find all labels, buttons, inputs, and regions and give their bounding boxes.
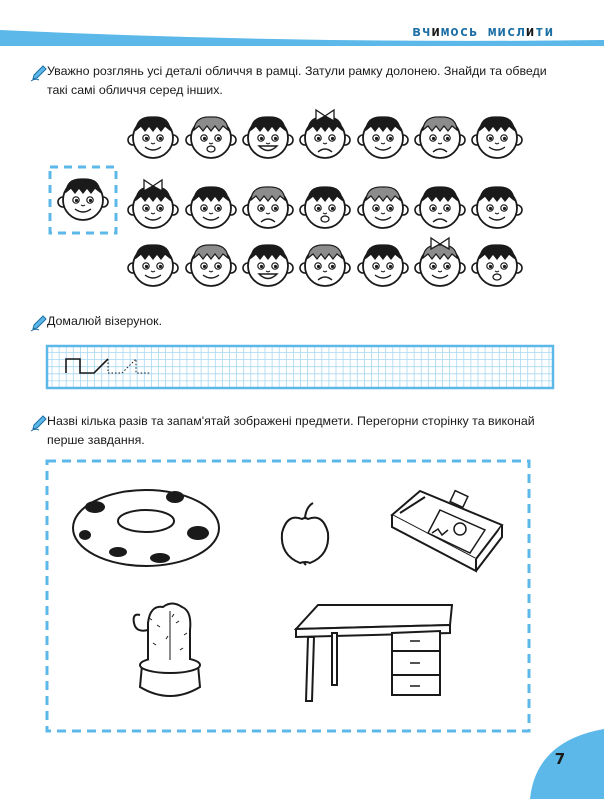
section-title: вчимось мислити — [412, 24, 554, 40]
task-memory-instructions: Назві кілька разів та запам'ятай зображені предмети. Перегорни сторінку та виконай перше завдання. — [47, 414, 535, 447]
face-7 — [472, 117, 522, 158]
face-16 — [186, 245, 236, 286]
pattern-dotted-guide — [108, 359, 150, 373]
face-17 — [243, 245, 293, 286]
faces-grid — [0, 0, 604, 300]
face-2 — [186, 117, 236, 158]
book-picture — [392, 491, 502, 571]
pencil-icon — [30, 414, 48, 432]
memory-pictures-frame — [0, 455, 604, 735]
face-14 — [472, 187, 522, 228]
face-10 — [243, 187, 293, 228]
page-number: 7 — [554, 750, 566, 768]
desk-picture — [296, 605, 452, 701]
face-18 — [300, 245, 350, 286]
swim-ring-picture — [73, 490, 219, 566]
face-13 — [415, 187, 465, 228]
cactus-picture — [134, 604, 200, 697]
face-8 — [128, 180, 178, 228]
reference-face — [58, 179, 108, 220]
face-21 — [472, 245, 522, 286]
face-3 — [243, 117, 293, 158]
pattern-grid — [0, 338, 604, 398]
face-20 — [415, 238, 465, 286]
face-5 — [358, 117, 408, 158]
face-6 — [415, 117, 465, 158]
face-11 — [300, 187, 350, 228]
face-9 — [186, 187, 236, 228]
face-4 — [300, 110, 350, 158]
task-faces-instructions: Уважно розглянь усі деталі обличчя в рамці. Затули рамку долонею. Знайди та обведи такі самі обличчя серед інших. — [47, 64, 547, 97]
pencil-icon — [30, 314, 48, 332]
face-12 — [358, 187, 408, 228]
face-19 — [358, 245, 408, 286]
task-pattern-instructions: Домалюй візерунок. — [47, 314, 163, 328]
face-15 — [128, 245, 178, 286]
face-1 — [128, 117, 178, 158]
apple-picture — [282, 503, 328, 565]
